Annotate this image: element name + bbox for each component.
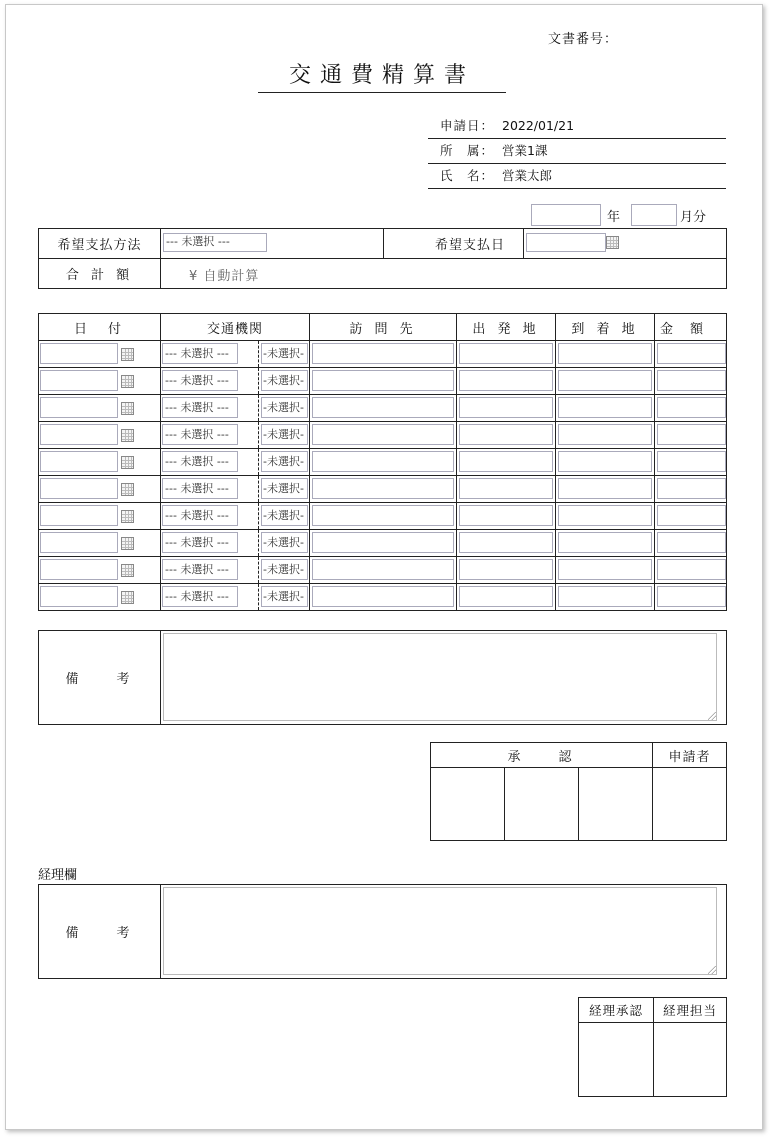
arrival-input[interactable] [558,532,652,553]
arrival-cell [556,368,655,395]
total-label: 合 計 額 [39,259,161,289]
destination-cell [310,476,457,503]
table-row [39,368,727,395]
accounting-remarks-label: 備 考 [39,885,161,979]
amount-cell [655,341,727,368]
table-row [39,530,727,557]
approval-stamp-box[interactable] [579,768,653,841]
department-label: 所 属： [440,143,495,158]
calendar-icon[interactable] [121,402,134,415]
departure-cell [457,449,556,476]
destination-input[interactable] [312,586,454,607]
transport-cell [161,503,310,530]
destination-cell [310,557,457,584]
destination-cell [310,368,457,395]
amount-input[interactable] [657,451,726,472]
transport-cell [161,476,310,503]
column-divider [258,476,259,502]
arrival-cell [556,584,655,611]
arrival-input[interactable] [558,424,652,445]
table-row [39,503,727,530]
name-label: 氏 名： [440,168,495,183]
accounting-approve-stamp-box[interactable] [579,1023,654,1097]
calendar-icon[interactable] [121,591,134,604]
calendar-icon[interactable] [121,375,134,388]
departure-cell [457,422,556,449]
accounting-approve-label: 経理承認 [579,998,654,1023]
departure-input[interactable] [459,397,553,418]
amount-input[interactable] [657,559,726,580]
resize-handle-icon[interactable] [708,712,716,720]
arrival-cell [556,395,655,422]
table-row [39,341,727,368]
date-cell [39,422,161,449]
department-row [428,141,726,164]
calendar-icon[interactable] [121,537,134,550]
column-divider [258,503,259,529]
destination-cell [310,449,457,476]
application-date-label: 申請日： [440,118,495,133]
remarks-table [38,630,727,725]
payment-date-cell [524,229,727,259]
transport-type-select[interactable]: --- 未選択 --- [162,424,238,445]
arrival-input[interactable] [558,505,652,526]
transport-cell [161,422,310,449]
page-title: 交通費精算書 [258,58,506,93]
date-input[interactable] [40,559,118,580]
date-input[interactable] [40,532,118,553]
calendar-icon[interactable] [606,236,619,249]
transport-type-select[interactable]: --- 未選択 --- [162,451,238,472]
transport-type-select[interactable]: --- 未選択 --- [162,343,238,364]
applicant-label: 申請者 [653,743,727,768]
table-row [39,449,727,476]
destination-input[interactable] [312,559,454,580]
column-divider [258,584,259,610]
destination-input[interactable] [312,532,454,553]
column-divider [258,557,259,583]
departure-cell [457,503,556,530]
header-departure: 出 発 地 [457,314,556,341]
transport-line-select[interactable]: -未選択- [261,532,308,553]
amount-input[interactable] [657,505,726,526]
arrival-input[interactable] [558,343,652,364]
amount-cell [655,530,727,557]
accounting-approval-table [578,997,727,1097]
approval-table [430,742,727,841]
date-input[interactable] [40,478,118,499]
calendar-icon[interactable] [121,564,134,577]
destination-cell [310,503,457,530]
table-row [39,476,727,503]
calendar-icon[interactable] [121,483,134,496]
transport-cell [161,368,310,395]
departure-cell [457,476,556,503]
destination-cell [310,341,457,368]
accounting-staff-label: 経理担当 [654,998,727,1023]
table-row [39,584,727,611]
header-date: 日 付 [39,314,161,341]
amount-cell [655,449,727,476]
transport-cell [161,584,310,611]
transport-line-select[interactable]: -未選択- [261,451,308,472]
departure-input[interactable] [459,505,553,526]
date-input[interactable] [40,343,118,364]
column-divider [258,341,259,367]
arrival-cell [556,341,655,368]
departure-input[interactable] [459,370,553,391]
transport-cell [161,395,310,422]
arrival-input[interactable] [558,451,652,472]
destination-input[interactable] [312,478,454,499]
transport-type-select[interactable]: --- 未選択 --- [162,370,238,391]
table-row [39,395,727,422]
amount-input[interactable] [657,343,726,364]
arrival-input[interactable] [558,370,652,391]
departure-input[interactable] [459,532,553,553]
document-number-label: 文書番号： [548,32,619,47]
transport-type-select[interactable]: --- 未選択 --- [162,505,238,526]
transport-type-select[interactable]: --- 未選択 --- [162,397,238,418]
table-row [39,422,727,449]
date-cell [39,476,161,503]
payment-method-label: 希望支払方法 [39,229,161,259]
remarks-cell [161,631,727,725]
transport-line-select[interactable]: -未選択- [261,397,308,418]
transport-line-select[interactable]: -未選択- [261,586,308,607]
column-divider [258,395,259,421]
destination-input[interactable] [312,370,454,391]
payment-table [38,228,727,289]
amount-cell [655,368,727,395]
departure-cell [457,368,556,395]
date-cell [39,449,161,476]
accounting-remarks-cell [161,885,727,979]
accounting-remarks-table [38,884,727,979]
destination-input[interactable] [312,343,454,364]
header-arrival: 到 着 地 [556,314,655,341]
calendar-icon[interactable] [121,510,134,523]
destination-cell [310,584,457,611]
column-divider [258,368,259,394]
arrival-input[interactable] [558,559,652,580]
accounting-section-label: 経理欄 [38,868,78,883]
amount-input[interactable] [657,478,726,499]
total-auto-calc: ¥ 自動計算 [189,269,260,284]
arrival-input[interactable] [558,586,652,607]
destination-cell [310,395,457,422]
date-cell [39,584,161,611]
destination-input[interactable] [312,451,454,472]
header-amount: 金 額 [655,314,727,341]
approval-stamp-box[interactable] [431,768,505,841]
amount-input[interactable] [657,424,726,445]
amount-cell [655,503,727,530]
transport-cell [161,449,310,476]
departure-input[interactable] [459,343,553,364]
destination-cell [310,422,457,449]
date-cell [39,503,161,530]
transport-type-select[interactable]: --- 未選択 --- [162,532,238,553]
accounting-remarks-textarea[interactable] [163,887,717,975]
column-divider [258,449,259,475]
departure-input[interactable] [459,451,553,472]
destination-input[interactable] [312,505,454,526]
header-transport: 交通機関 [161,314,310,341]
date-input[interactable] [40,397,118,418]
approval-stamp-box[interactable] [505,768,579,841]
payment-method-select[interactable]: --- 未選択 --- [163,233,267,252]
destination-input[interactable] [312,424,454,445]
month-input[interactable] [631,204,677,226]
transport-line-select[interactable]: -未選択- [261,424,308,445]
amount-input[interactable] [657,397,726,418]
departure-input[interactable] [459,478,553,499]
column-divider [258,530,259,556]
amount-input[interactable] [657,586,726,607]
transport-type-select[interactable]: --- 未選択 --- [162,478,238,499]
year-input[interactable] [531,204,601,226]
transport-cell [161,557,310,584]
transport-cell [161,530,310,557]
date-input[interactable] [40,424,118,445]
arrival-cell [556,422,655,449]
departure-input[interactable] [459,559,553,580]
amount-input[interactable] [657,370,726,391]
details-table [38,313,727,611]
departure-input[interactable] [459,586,553,607]
table-row [39,557,727,584]
accounting-staff-stamp-box[interactable] [654,1023,727,1097]
departure-cell [457,395,556,422]
arrival-input[interactable] [558,478,652,499]
date-cell [39,368,161,395]
destination-cell [310,530,457,557]
total-cell [161,259,727,289]
amount-cell [655,476,727,503]
transport-line-select[interactable]: -未選択- [261,370,308,391]
arrival-cell [556,449,655,476]
date-input[interactable] [40,505,118,526]
arrival-cell [556,557,655,584]
transport-line-select[interactable]: -未選択- [261,559,308,580]
departure-cell [457,341,556,368]
name-row [428,166,726,189]
date-cell [39,557,161,584]
amount-cell [655,395,727,422]
departure-input[interactable] [459,424,553,445]
arrival-cell [556,476,655,503]
year-label: 年 [607,210,621,225]
header-destination: 訪 問 先 [310,314,457,341]
applicant-stamp-box[interactable] [653,768,727,841]
transport-line-select[interactable]: -未選択- [261,478,308,499]
month-label: 月分 [680,210,707,225]
date-input[interactable] [40,370,118,391]
calendar-icon[interactable] [121,348,134,361]
department-value: 営業1課 [502,143,548,158]
payment-method-cell [161,229,384,259]
departure-cell [457,557,556,584]
calendar-icon[interactable] [121,429,134,442]
date-input[interactable] [40,451,118,472]
remarks-label: 備 考 [39,631,161,725]
destination-input[interactable] [312,397,454,418]
payment-date-input[interactable] [526,233,606,252]
application-date-value: 2022/01/21 [502,118,575,133]
departure-cell [457,584,556,611]
amount-cell [655,584,727,611]
transport-type-select[interactable]: --- 未選択 --- [162,586,238,607]
approval-label: 承 認 [431,743,653,768]
amount-input[interactable] [657,532,726,553]
arrival-input[interactable] [558,397,652,418]
transport-line-select[interactable]: -未選択- [261,343,308,364]
column-divider [258,422,259,448]
arrival-cell [556,530,655,557]
resize-handle-icon[interactable] [708,966,716,974]
calendar-icon[interactable] [121,456,134,469]
amount-cell [655,557,727,584]
date-input[interactable] [40,586,118,607]
remarks-textarea[interactable] [163,633,717,721]
transport-type-select[interactable]: --- 未選択 --- [162,559,238,580]
transport-line-select[interactable]: -未選択- [261,505,308,526]
departure-cell [457,530,556,557]
date-cell [39,341,161,368]
name-value: 営業太郎 [502,168,553,183]
payment-date-label: 希望支払日 [384,229,524,259]
transport-cell [161,341,310,368]
amount-cell [655,422,727,449]
date-cell [39,530,161,557]
application-date-row [428,116,726,139]
date-cell [39,395,161,422]
arrival-cell [556,503,655,530]
